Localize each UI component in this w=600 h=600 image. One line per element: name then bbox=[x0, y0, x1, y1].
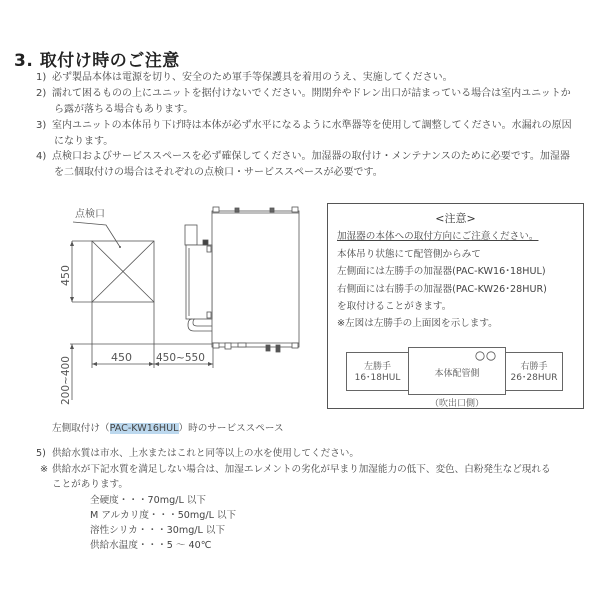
caution-line-4: 右側面には右勝手の加湿器(PAC-KW26･28HUR) bbox=[337, 284, 547, 295]
instruction-item-5 bbox=[36, 446, 359, 461]
item-number: 5) bbox=[36, 448, 46, 459]
item-text-continued: になります。 bbox=[54, 136, 114, 147]
item-text: 必ず製品本体は電源を切り、安全のため軍手等保護具を着用のうえ、実施してください。 bbox=[52, 72, 453, 83]
item-text: 供給水質は市水、上水またはこれと同等以上の水を使用してください。 bbox=[52, 448, 359, 459]
section-heading: 3. 取付け時のご注意 bbox=[14, 51, 180, 71]
left-hand-box bbox=[346, 352, 409, 391]
caption-model-highlight: PAC-KW16HUL bbox=[109, 423, 179, 434]
right-hand-label: 右勝手 bbox=[520, 362, 548, 372]
left-hand-label: 左勝手 bbox=[363, 362, 391, 372]
item-text: 点検口およびサービススペースを必ず確保してください。加湿器の取付け・メンテナンスのために必要です。加湿器 bbox=[52, 151, 570, 162]
note-mark: ※ bbox=[40, 464, 49, 475]
caution-line-2: 本体吊り状態にて配管側からみて bbox=[337, 249, 481, 260]
item-number: 1) bbox=[36, 72, 47, 83]
pipe-connection-circles-icon bbox=[474, 350, 500, 362]
caution-line-1: 加湿器の本体への取付方向にご注意ください。 bbox=[337, 231, 539, 242]
left-hand-model: 16･18HUL bbox=[354, 373, 401, 383]
caution-line-6: ※左図は左勝手の上面図を示します。 bbox=[337, 318, 498, 329]
item-text: 濡れて困るものの上にユニットを据付けないでください。開閉弁やドレン出口が詰まっている場合は室内ユニットか bbox=[52, 88, 571, 99]
item-text: 室内ユニットの本体吊り下げ時は本体が必ず水平になるように水準器等を使用して調整してください。水漏れの原因 bbox=[52, 120, 572, 131]
inspection-opening-label: 点検口 bbox=[75, 209, 105, 220]
item-number: 3) bbox=[36, 120, 47, 131]
item-text-continued: を二個取付けの場合はそれぞれの点検口・サービススペースが必要です。 bbox=[54, 167, 383, 178]
item-number: 4) bbox=[36, 151, 47, 162]
humidifier-unit-drawing bbox=[185, 207, 299, 352]
spec-water-temperature: 供給水温度・・・5 ～ 40℃ bbox=[90, 540, 212, 551]
dim-width-label: 450 bbox=[111, 351, 132, 364]
note-text: 供給水が下記水質を満足しない場合は、加湿エレメントの劣化が早まり加湿能力の低下、変色、白粉発生など現れる bbox=[52, 464, 551, 475]
piping-side-label: 本体配管側 bbox=[434, 369, 480, 379]
item-number: 2) bbox=[36, 88, 47, 99]
spec-soluble-silica: 溶性シリカ・・・30mg/L 以下 bbox=[90, 525, 226, 536]
caution-line-3: 左側面には左勝手の加湿器(PAC-KW16･18HUL) bbox=[337, 266, 546, 277]
outlet-side-label: （吹出口側） bbox=[429, 399, 484, 409]
dim-clearance-label: 450~550 bbox=[156, 352, 205, 364]
water-quality-note bbox=[40, 462, 551, 492]
caption-suffix: ）時のサービススペース bbox=[178, 423, 284, 434]
dim-height-label: 450 bbox=[59, 265, 72, 286]
dim-vertical-label: 200~400 bbox=[60, 356, 72, 405]
spec-m-alkalinity: M アルカリ度・・・50mg/L 以下 bbox=[90, 510, 237, 521]
caution-line-5: を取付けることがきます。 bbox=[337, 301, 452, 312]
caution-title: <注意> bbox=[435, 212, 476, 225]
note-text-continued: ことがあります。 bbox=[52, 479, 128, 490]
item-text-continued: ら露が落ちる場合もあります。 bbox=[54, 104, 194, 115]
right-hand-box bbox=[505, 352, 563, 391]
right-hand-model: 26･28HUR bbox=[510, 373, 558, 383]
spec-total-hardness: 全硬度・・・70mg/L 以下 bbox=[90, 495, 207, 506]
diagram-caption bbox=[52, 420, 284, 434]
caption-prefix: 左側取付け（ bbox=[52, 423, 110, 434]
